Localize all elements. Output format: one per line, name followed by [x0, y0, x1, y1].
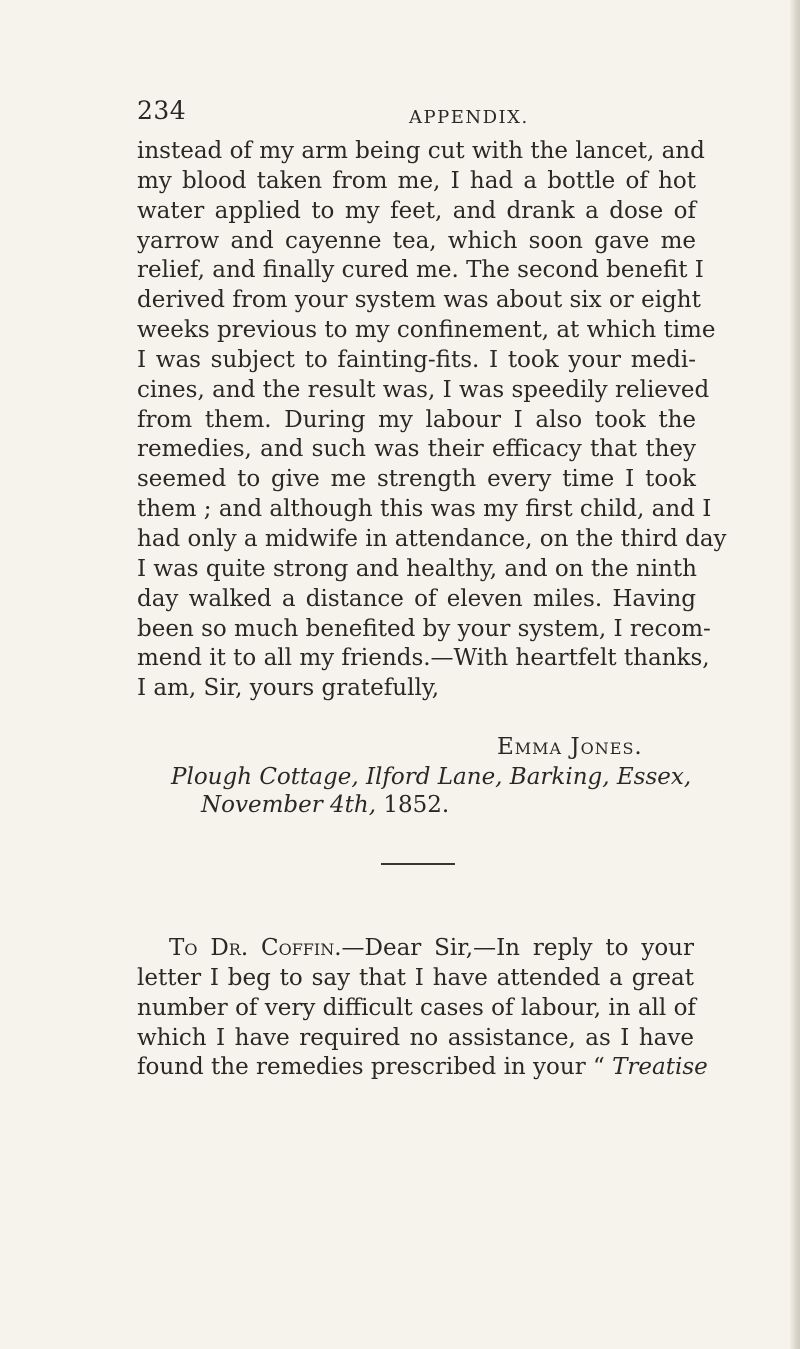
text-line: I am, Sir, yours gratefully, — [137, 675, 440, 702]
page-edge-shadow — [790, 0, 800, 1349]
date-year: 1852. — [376, 792, 450, 818]
text-line: number of very difficult cases of labour, in all of — [137, 994, 696, 1021]
letter-2-body — [137, 934, 708, 1083]
salutation-rest: —Dear Sir,—In reply to your — [341, 935, 694, 961]
text-line: mend it to all my friends.—With heartfelt thanks, — [137, 645, 710, 672]
date-month: November 4th, — [201, 792, 377, 818]
text-line: I was quite strong and healthy, and on the ninth — [137, 555, 697, 582]
text-line — [137, 934, 694, 964]
text-line: been so much benefited by your system, I recom- — [137, 615, 711, 642]
letter-1-body — [137, 137, 727, 704]
text-line: letter I beg to say that I have attended a great — [137, 964, 694, 991]
text-line: instead of my arm being cut with the lancet, and — [137, 138, 705, 164]
text-line: which I have required no assistance, as I have — [137, 1024, 694, 1051]
running-head: APPENDIX. — [409, 107, 529, 128]
text-line: seemed to give me strength every time I took — [137, 466, 696, 493]
page-header — [137, 96, 697, 136]
treatise-title: Treatise — [612, 1054, 708, 1081]
text-line: had only a midwife in attendance, on the third day — [137, 525, 727, 552]
page-number: 234 — [137, 96, 187, 125]
address-line: Plough Cottage, Ilford Lane, Barking, Essex, — [171, 764, 692, 790]
text-line: from them. During my labour I also took the — [137, 406, 696, 433]
salutation-name: To Dr. Coffin. — [169, 935, 342, 961]
text-line — [137, 1053, 708, 1083]
text-line: derived from your system was about six or eight — [137, 287, 701, 314]
section-divider — [381, 863, 455, 865]
text-line: cines, and the result was, I was speedily relieved — [137, 376, 710, 403]
text-line: yarrow and cayenne tea, which soon gave me — [137, 227, 696, 254]
text-line: weeks previous to my confinement, at which time — [137, 317, 716, 344]
text-line: relief, and finally cured me. The second benefit I — [137, 257, 704, 284]
signature: Emma Jones. — [497, 734, 643, 760]
text-line: I was subject to fainting-fits. I took your medi- — [137, 346, 696, 373]
text-line: remedies, and such was their efficacy that they — [137, 436, 696, 463]
text-line: water applied to my feet, and drank a dose of — [137, 197, 696, 224]
text-line: day walked a distance of eleven miles. Having — [137, 585, 696, 612]
date-line — [201, 792, 449, 818]
text-line: them ; and although this was my first child, and I — [137, 496, 712, 523]
last-line-text: found the remedies prescribed in your “ — [137, 1054, 613, 1081]
text-line: my blood taken from me, I had a bottle of hot — [137, 167, 696, 194]
